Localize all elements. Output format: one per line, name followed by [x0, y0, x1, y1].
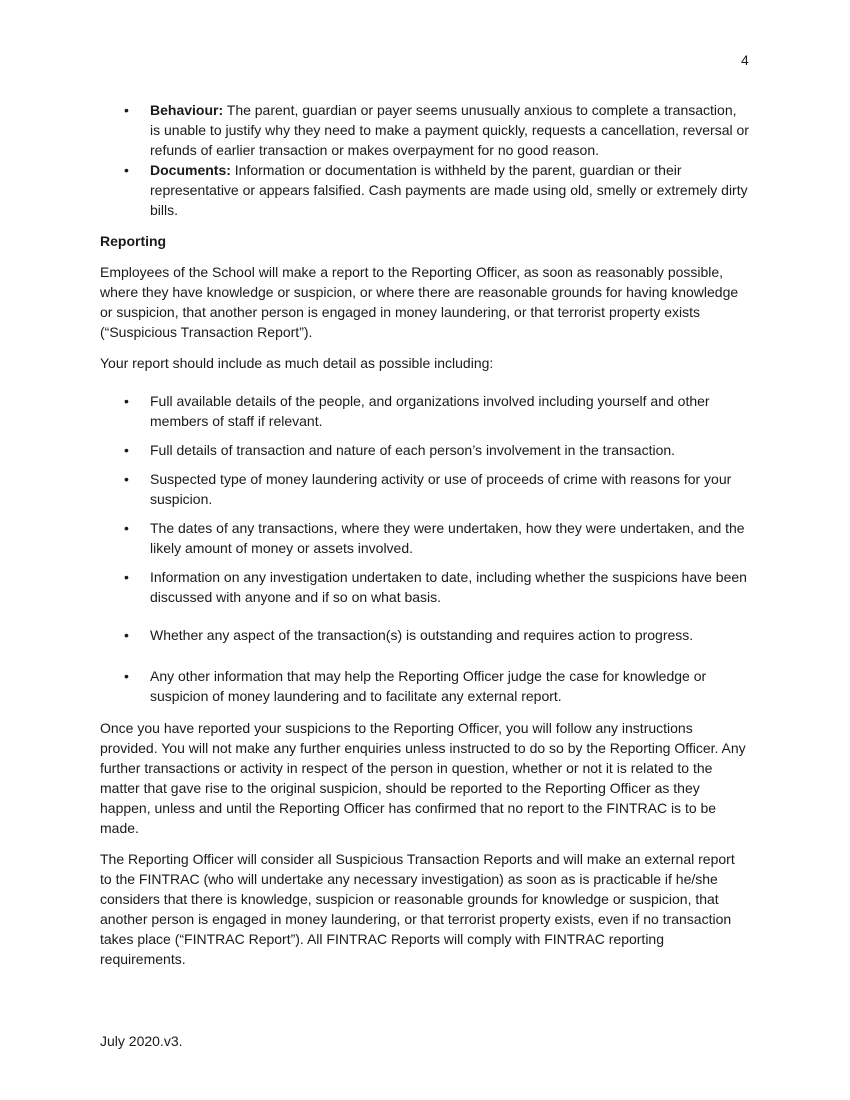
list-item: [100, 440, 750, 460]
list-item: [100, 625, 750, 645]
bullet-icon: •: [124, 520, 129, 536]
indicator-list: [100, 100, 750, 220]
item-label: Behaviour:: [150, 102, 224, 118]
paragraph-fintrac: The Reporting Officer will consider all Suspicious Transaction Reports and will make an external report to the FINTRAC (who will undertake any necessary investigation) as soon as is practicable if he/she considers that there is knowledge, suspicion or reasonable grounds for knowledge or suspicion, that another person is engaged in money laundering, or that terrorist property exists, even if no transaction takes place (“FINTRAC Report”). All FINTRAC Reports will comply with FINTRAC reporting requirements.: [100, 851, 735, 967]
item-text: Full details of transaction and nature of each person’s involvement in the transaction.: [150, 442, 676, 458]
document-body: [100, 100, 750, 969]
list-item: [100, 567, 750, 607]
item-text: Information on any investigation undertaken to date, including whether the suspicions have been discussed with anyone and if so on what basis.: [150, 569, 747, 605]
item-text: Information or documentation is withheld by the parent, guardian or their representative or appears falsified. Cash payments are made using old, smelly or extremely dirty bills.: [150, 162, 748, 218]
item-text: Full available details of the people, and organizations involved including yourself and other members of staff if relevant.: [150, 393, 710, 429]
item-text: Whether any aspect of the transaction(s) is outstanding and requires action to progress.: [150, 627, 694, 643]
bullet-icon: •: [124, 102, 129, 118]
bullet-icon: •: [124, 668, 129, 684]
bullet-icon: •: [124, 569, 129, 585]
list-item: [100, 160, 750, 220]
list-item: [100, 666, 750, 706]
list-item: [100, 391, 750, 431]
bullet-icon: •: [124, 393, 129, 409]
bullet-icon: •: [124, 471, 129, 487]
paragraph-detail: Your report should include as much detail as possible including:: [100, 355, 494, 371]
item-label: Documents:: [150, 162, 231, 178]
paragraph-follow-up: Once you have reported your suspicions to the Reporting Officer, you will follow any instructions provided. You will not make any further enquiries unless instructed to do so by the Reporting Officer. Any further transactions or activity in respect of the person in question, whether or not it is related to the matter that gave rise to the original suspicion, should be reported to the Reporting Officer as they happen, unless and until the Reporting Officer has confirmed that no report to the FINTRAC is to be made.: [100, 720, 746, 836]
bullet-icon: •: [124, 627, 129, 643]
page-number: 4: [741, 52, 749, 68]
list-item: [100, 518, 750, 558]
list-item: [100, 469, 750, 509]
section-heading: Reporting: [100, 233, 167, 249]
item-text: The dates of any transactions, where they were undertaken, how they were undertaken, and the likely amount of money or assets involved.: [150, 520, 745, 556]
list-item: [100, 100, 750, 160]
bullet-icon: •: [124, 442, 129, 458]
paragraph-intro: Employees of the School will make a report to the Reporting Officer, as soon as reasonably possible, where they have knowledge or suspicion, or where there are reasonable grounds for having knowledge or suspicion, that another person is engaged in money laundering, or that terrorist property exists (“Suspicious Transaction Report”).: [100, 264, 739, 340]
detail-list: [100, 391, 750, 706]
footer-version: July 2020.v3.: [100, 1033, 183, 1049]
item-text: Suspected type of money laundering activity or use of proceeds of crime with reasons for your suspicion.: [150, 471, 732, 507]
bullet-icon: •: [124, 162, 129, 178]
item-text: The parent, guardian or payer seems unusually anxious to complete a transaction, is unable to justify why they need to make a payment quickly, requests a cancellation, reversal or refunds of earlier transaction or makes overpayment for no good reason.: [150, 102, 749, 158]
item-text: Any other information that may help the Reporting Officer judge the case for knowledge or suspicion of money laundering and to facilitate any external report.: [150, 668, 707, 704]
